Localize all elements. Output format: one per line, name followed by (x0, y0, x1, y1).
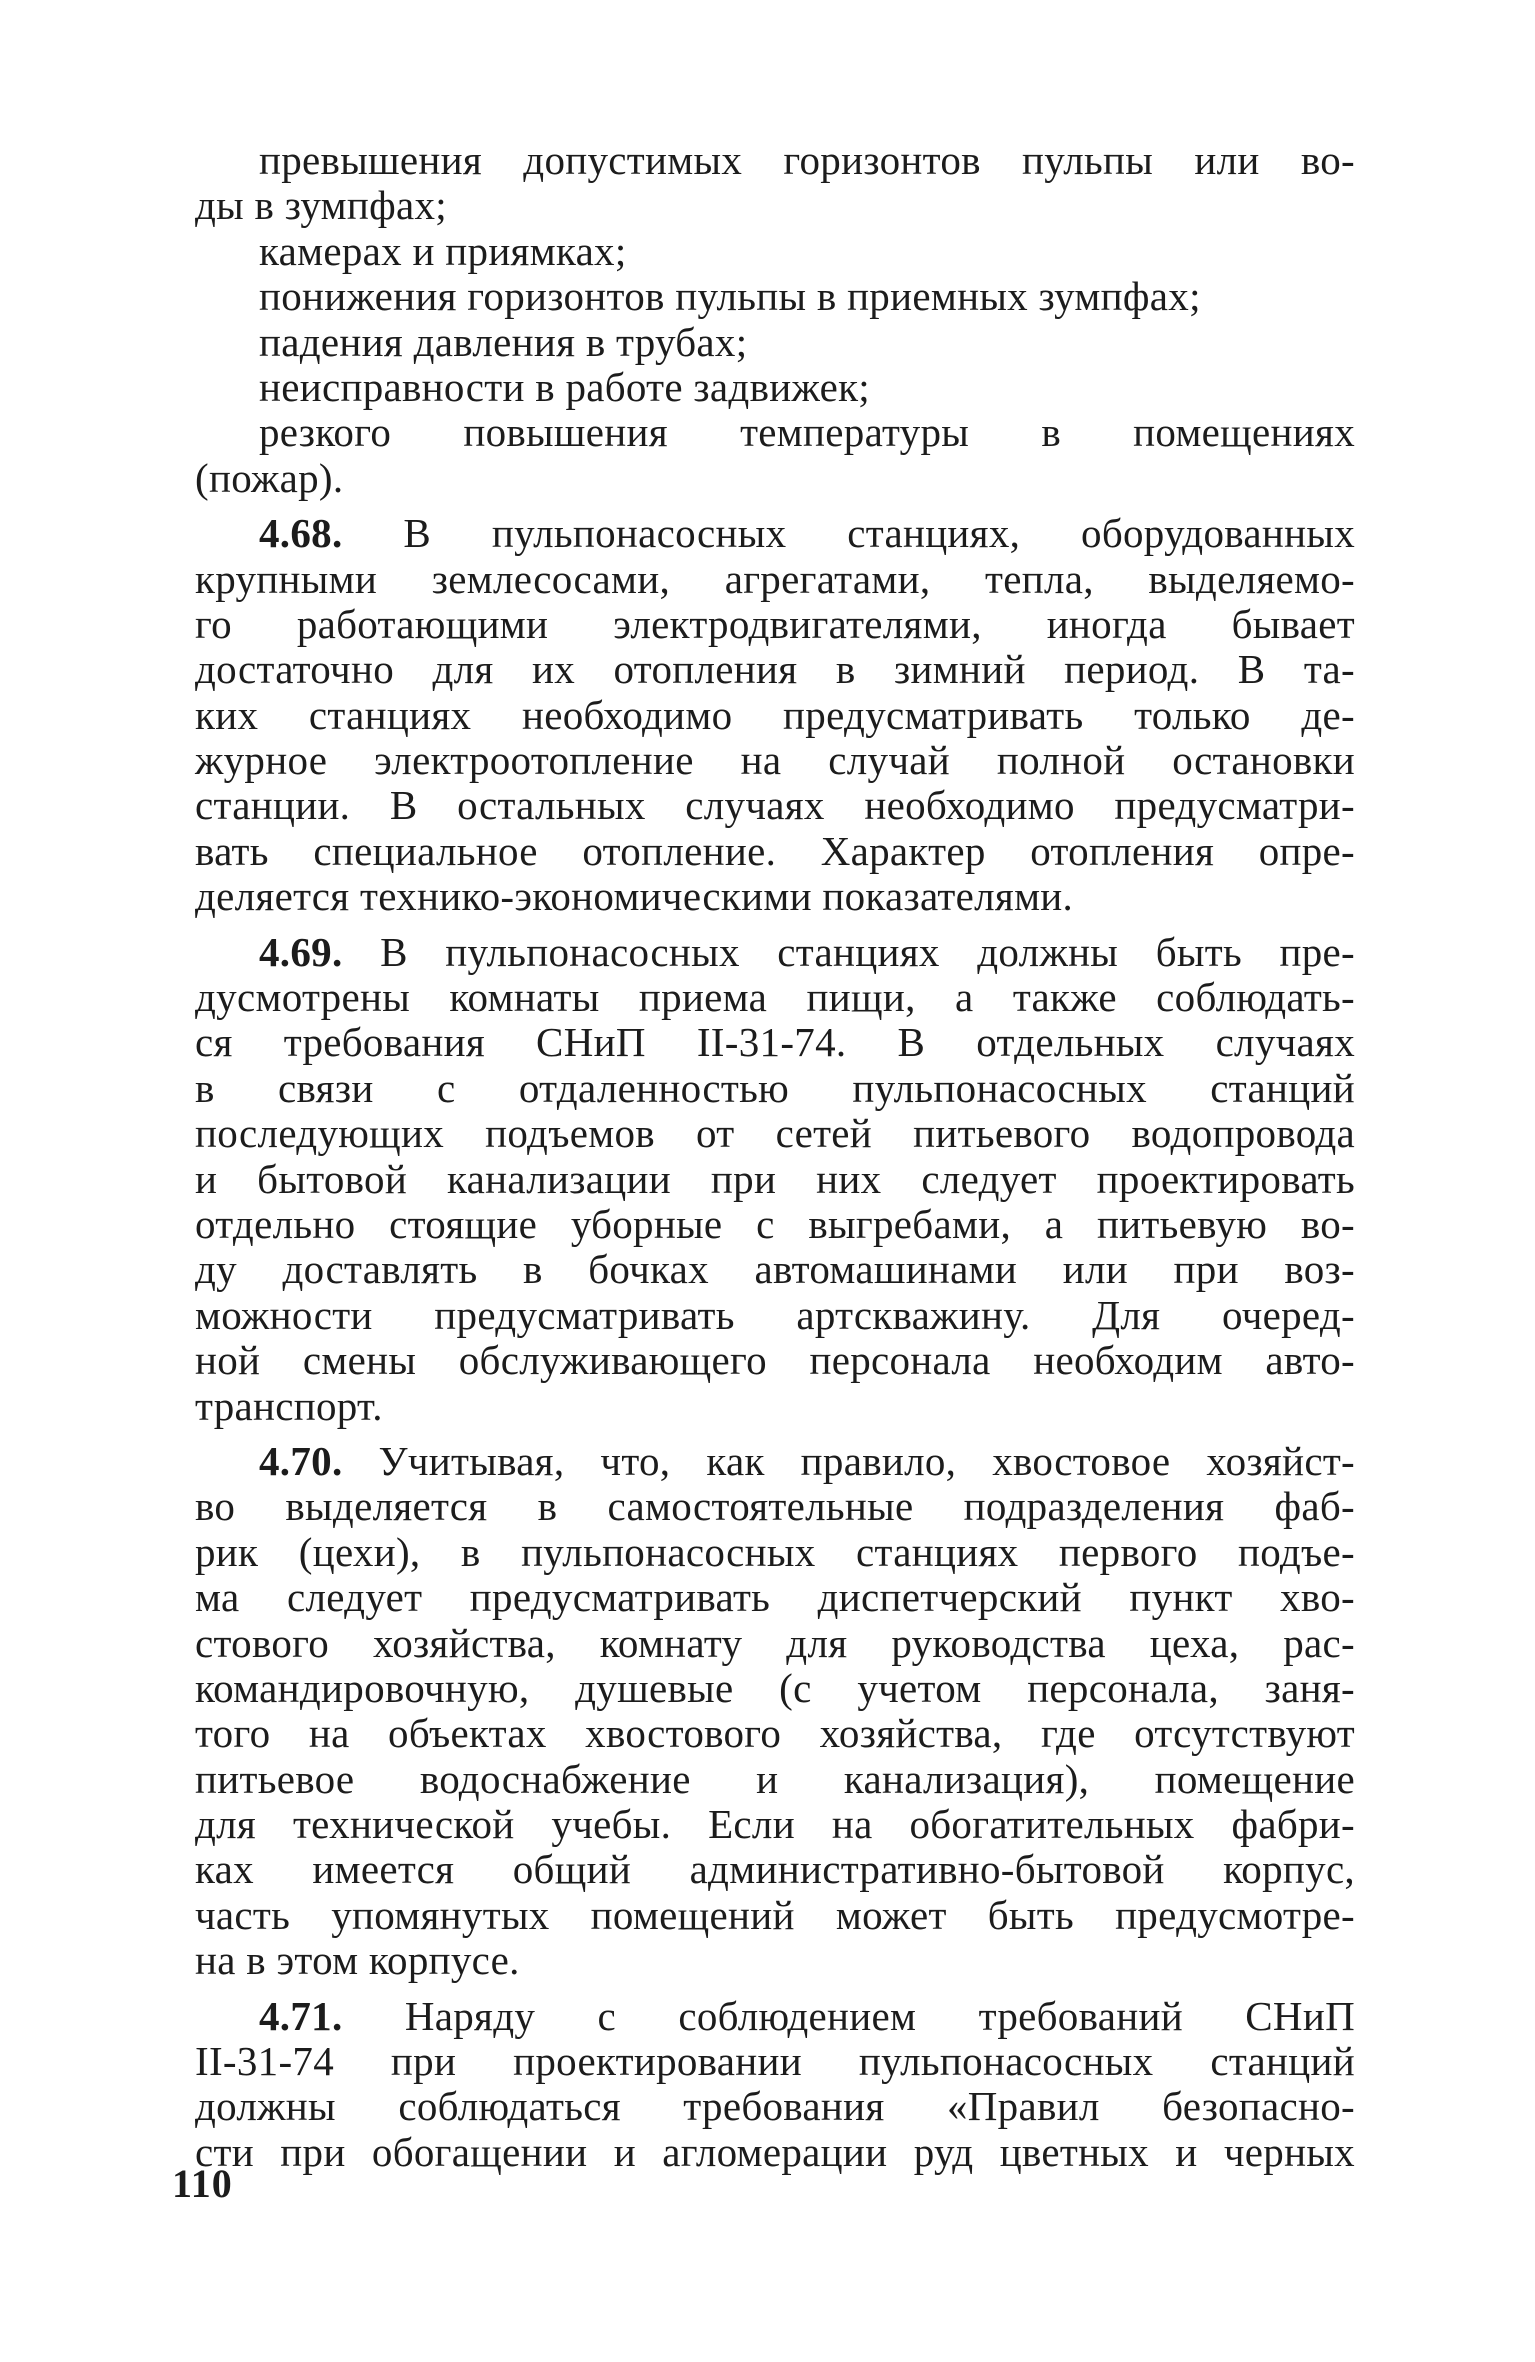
paragraph-line: 4.69. В пульпонасосных станциях должны быть пре- (259, 928, 1355, 975)
list-item: резкого повышения температуры в помещениях (259, 409, 1355, 456)
paragraph-number: 4.68. (259, 510, 343, 557)
paragraph-4-69 (195, 930, 1355, 1429)
paragraph-line: 4.70. Учитывая, что, как правило, хвостовое хозяйст- (259, 1437, 1355, 1484)
paragraph-line: сти при обогащении и агломерации руд цветных и черных (195, 2128, 1355, 2175)
paragraph-line: стового хозяйства, комнату для руководства цеха, рас- (195, 1619, 1355, 1666)
list-item: (пожар). (195, 454, 344, 501)
conditions-list (195, 138, 1355, 501)
paragraph-line: можности предусматривать артскважину. Для очеред- (195, 1291, 1355, 1338)
paragraph-line: 4.71. Наряду с соблюдением требований СНиП (259, 1992, 1355, 2039)
paragraph-line: крупными землесосами, агрегатами, тепла, выделяемо- (195, 555, 1355, 602)
paragraph-line: часть упомянутых помещений может быть предусмотре- (195, 1891, 1355, 1938)
paragraph-line: вать специальное отопление. Характер отопления опре- (195, 827, 1355, 874)
paragraph-line: рик (цехи), в пульпонасосных станциях первого подъе- (195, 1528, 1355, 1575)
paragraph-line: в связи с отдаленностью пульпонасосных станций (195, 1064, 1355, 1111)
paragraph-line: достаточно для их отопления в зимний период. В та- (195, 646, 1355, 693)
paragraph-line: и бытовой канализации при них следует проектировать (195, 1155, 1355, 1202)
paragraph-line: должны соблюдаться требования «Правил безопасно- (195, 2083, 1355, 2130)
paragraph-line: для технической учебы. Если на обогатительных фабри- (195, 1801, 1355, 1848)
paragraph-number: 4.69. (259, 928, 343, 975)
paragraph-line: ду доставлять в бочках автомашинами или при воз- (195, 1246, 1355, 1293)
paragraph-number: 4.70. (259, 1437, 343, 1484)
paragraph-line: отдельно стоящие уборные с выгребами, а питьевую во- (195, 1200, 1355, 1247)
paragraph-line: транспорт. (195, 1382, 383, 1429)
paragraph-line: ной смены обслуживающего персонала необходим авто- (195, 1337, 1355, 1384)
list-item: превышения допустимых горизонтов пульпы или во- (259, 137, 1355, 183)
paragraph-line: деляется технико-экономическими показателями. (195, 873, 1074, 920)
paragraph-line: ся требования СНиП II-31-74. В отдельных случаях (195, 1019, 1355, 1066)
paragraph-number: 4.71. (259, 1992, 343, 2039)
paragraph-line: станции. В остальных случаях необходимо предусматри- (195, 782, 1355, 829)
paragraph-line: того на объектах хвостового хозяйства, где отсутствуют (195, 1710, 1355, 1757)
paragraph-line: го работающими электродвигателями, иногда бывает (195, 600, 1355, 647)
page-text (195, 138, 1355, 2175)
paragraph-line: во выделяется в самостоятельные подразделения фаб- (195, 1483, 1355, 1530)
paragraph-4-70 (195, 1439, 1355, 1984)
paragraph-line: питьевое водоснабжение и канализация), помещение (195, 1755, 1355, 1802)
paragraph-4-68 (195, 511, 1355, 920)
paragraph-line: дусмотрены комнаты приема пищи, а также соблюдать- (195, 974, 1355, 1021)
paragraph-line: на в этом корпусе. (195, 1937, 520, 1984)
list-item: падения давления в трубах; (259, 318, 748, 365)
list-item: камерах и приямках; (259, 227, 627, 274)
paragraph-line: II-31-74 при проектировании пульпонасосных станций (195, 2038, 1355, 2085)
list-item: неисправности в работе задвижек; (259, 363, 870, 410)
paragraph-line: последующих подъемов от сетей питьевого водопровода (195, 1110, 1355, 1157)
paragraph-line: командировочную, душевые (с учетом персонала, заня- (195, 1664, 1355, 1711)
paragraph-line: ках имеется общий административно-бытовой корпус, (195, 1846, 1355, 1893)
page-number: 110 (172, 2161, 233, 2206)
paragraph-line: 4.68. В пульпонасосных станциях, оборудованных (259, 510, 1355, 557)
paragraph-4-71 (195, 1994, 1355, 2176)
paragraph-line: ких станциях необходимо предусматривать только де- (195, 691, 1355, 738)
paragraph-line: ма следует предусматривать диспетчерский пункт хво- (195, 1574, 1355, 1621)
list-item: ды в зумпфах; (195, 182, 448, 229)
list-item: понижения горизонтов пульпы в приемных зумпфах; (259, 273, 1201, 320)
paragraph-line: журное электроотопление на случай полной остановки (195, 737, 1355, 784)
